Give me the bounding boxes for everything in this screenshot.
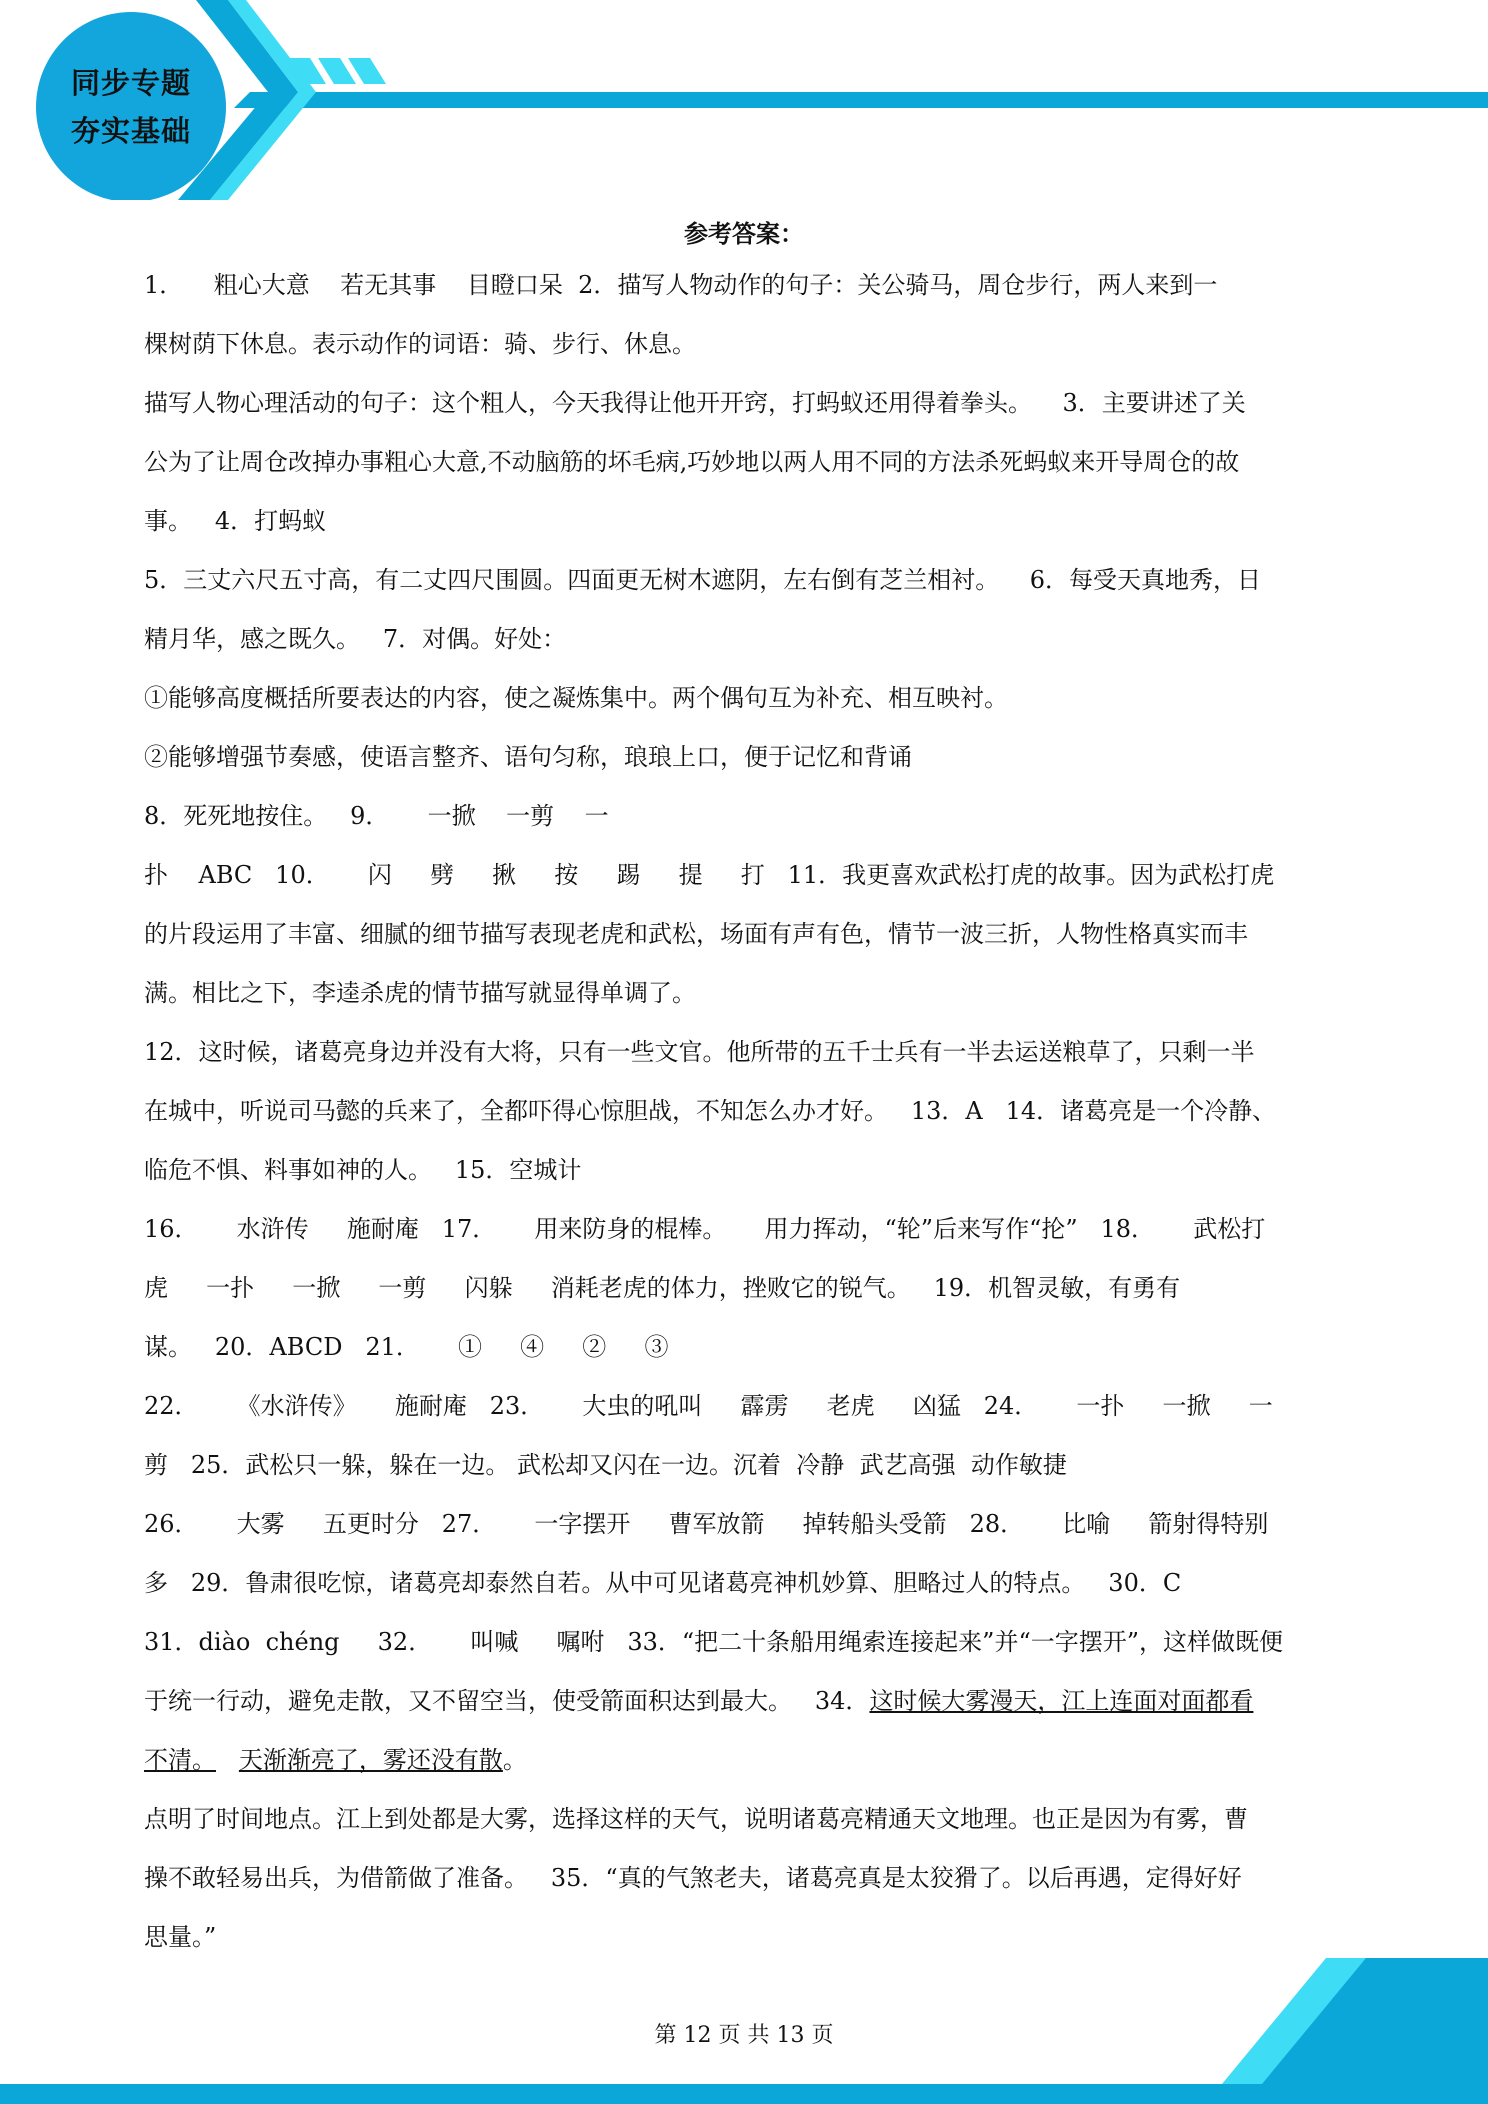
answer-line — [144, 1259, 1350, 1318]
footer-banner — [0, 1880, 1488, 2104]
answer-text: 。 — [502, 1746, 527, 1774]
answer-line — [144, 1082, 1350, 1141]
answer-text: 扑 ABC 10． 闪 劈 揪 按 踢 提 打 11．我更喜欢武松打虎的故事。因为武松打虎 — [144, 861, 1275, 889]
answer-line — [144, 1023, 1350, 1082]
header-stripe — [234, 92, 1488, 108]
answer-text: 多 29．鲁肃很吃惊，诸葛亮却泰然自若。从中可见诸葛亮神机妙算、胆略过人的特点。 30．C — [144, 1569, 1182, 1597]
answer-text: 22． 《水浒传》 施耐庵 23． 大虫的吼叫 霹雳 老虎 凶猛 24． 一扑 一掀 一 — [144, 1392, 1273, 1420]
answer-text: 事。 4．打蚂蚁 — [144, 507, 327, 535]
page-number: 第 12 页 共 13 页 — [654, 2023, 834, 2048]
answer-line — [144, 551, 1350, 610]
answer-text: 31．diào chéng 32． 叫喊 嘱咐 33．“把二十条船用绳索连接起来”并“一字摆开”，这样做既便 — [144, 1628, 1283, 1656]
badge-line-1: 同步专题 — [70, 66, 191, 100]
answer-text: 描写人物心理活动的句子：这个粗人，今天我得让他开开窍，打蚂蚁还用得着拳头。 3．主要讲述了关 — [144, 389, 1246, 417]
answer-text: 8．死死地按住。 9． 一掀 一剪 一 — [144, 802, 609, 830]
answer-line — [144, 1495, 1350, 1554]
answer-line — [144, 1554, 1350, 1613]
answer-text: 16． 水浒传 施耐庵 17． 用来防身的棍棒。 用力挥动，“轮”后来写作“抡” 18． 武松打 — [144, 1215, 1266, 1243]
answer-line — [144, 1200, 1350, 1259]
answer-text: 精月华，感之既久。 7．对偶。好处： — [144, 625, 567, 653]
answer-text: ②能够增强节奏感，使语言整齐、语句匀称，琅琅上口，便于记忆和背诵 — [144, 743, 912, 771]
page-title: 参考答案： — [684, 219, 804, 248]
answer-line — [144, 1318, 1350, 1377]
answer-text: 于统一行动，避免走散，又不留空当，使受箭面积达到最大。 34． — [144, 1687, 870, 1715]
answer-text: 点明了时间地点。江上到处都是大雾，选择这样的天气，说明诸葛亮精通天文地理。也正是因为有雾，曹 — [144, 1805, 1248, 1833]
answer-text: 1． 粗心大意 若无其事 目瞪口呆 2．描写人物动作的句子：关公骑马，周仓步行，两人来到一 — [144, 271, 1218, 299]
badge-line-2: 夯实基础 — [70, 114, 191, 148]
answer-line — [144, 1377, 1350, 1436]
answer-line — [144, 610, 1350, 669]
answer-text: 剪 25．武松只一躲，躲在一边。 武松却又闪在一边。沉着 冷静 武艺高强 动作敏捷 — [144, 1451, 1067, 1479]
answer-text: 棵树荫下休息。表示动作的词语：骑、步行、休息。 — [144, 330, 696, 358]
answer-line — [144, 1436, 1350, 1495]
answer-line — [144, 1790, 1350, 1849]
header-dash-3 — [348, 58, 386, 84]
answer-text: 谋。 20．ABCD 21． ① ④ ② ③ — [144, 1333, 669, 1361]
underlined-answer-text: 不清。 — [144, 1746, 216, 1774]
answer-line — [144, 374, 1350, 433]
answer-body — [144, 256, 1350, 1967]
answer-line — [144, 315, 1350, 374]
answer-line — [144, 1672, 1350, 1731]
answer-text: 在城中，听说司马懿的兵来了，全都吓得心惊胆战，不知怎么办才好。 13．A 14．诸葛亮是一个冷静、 — [144, 1097, 1277, 1125]
answer-text — [216, 1746, 239, 1774]
answer-line — [144, 1731, 1350, 1790]
answer-text: 12．这时候，诸葛亮身边并没有大将，只有一些文官。他所带的五千士兵有一半去运送粮草了，只剩一半 — [144, 1038, 1255, 1066]
answer-line — [144, 964, 1350, 1023]
answer-line — [144, 433, 1350, 492]
answer-line — [144, 846, 1350, 905]
answer-text: 的片段运用了丰富、细腻的细节描写表现老虎和武松，场面有声有色，情节一波三折，人物性格真实而丰 — [144, 920, 1248, 948]
header-badge — [36, 12, 226, 202]
footer-stripe — [0, 2084, 1488, 2104]
answer-line — [144, 1613, 1350, 1672]
answer-line — [144, 787, 1350, 846]
answer-line — [144, 492, 1350, 551]
answer-text: 26． 大雾 五更时分 27． 一字摆开 曹军放箭 掉转船头受箭 28． 比喻 箭射得特别 — [144, 1510, 1269, 1538]
answer-text: 思量。” — [144, 1923, 217, 1951]
underlined-answer-text: 天渐渐亮了，雾还没有散 — [238, 1746, 503, 1774]
answer-text: 操不敢轻易出兵，为借箭做了准备。 35．“真的气煞老夫，诸葛亮真是太狡猾了。以后再遇，定得好好 — [144, 1864, 1242, 1892]
answer-line — [144, 905, 1350, 964]
answer-text: 临危不惧、料事如神的人。 15．空城计 — [144, 1156, 582, 1184]
answer-line — [144, 669, 1350, 728]
answer-text: 虎 一扑 一掀 一剪 闪躲 消耗老虎的体力，挫败它的锐气。 19．机智灵敏，有勇有 — [144, 1274, 1181, 1302]
answer-text: 满。相比之下，李逵杀虎的情节描写就显得单调了。 — [144, 979, 696, 1007]
answer-text: 5．三丈六尺五寸高，有二丈四尺围圆。四面更无树木遮阴，左右倒有芝兰相衬。 6．每受天真地秀，日 — [144, 566, 1262, 594]
answer-line — [144, 256, 1350, 315]
answer-line — [144, 1141, 1350, 1200]
answer-text: ①能够高度概括所要表达的内容，使之凝炼集中。两个偶句互为补充、相互映衬。 — [144, 684, 1008, 712]
answer-text: 公为了让周仓改掉办事粗心大意,不动脑筋的坏毛病,巧妙地以两人用不同的方法杀死蚂蚁来开导周仓的故 — [144, 448, 1240, 476]
header-dash-2 — [318, 58, 356, 84]
answer-line — [144, 728, 1350, 787]
underlined-answer-text: 这时候大雾漫天，江上连面对面都看 — [869, 1687, 1254, 1715]
